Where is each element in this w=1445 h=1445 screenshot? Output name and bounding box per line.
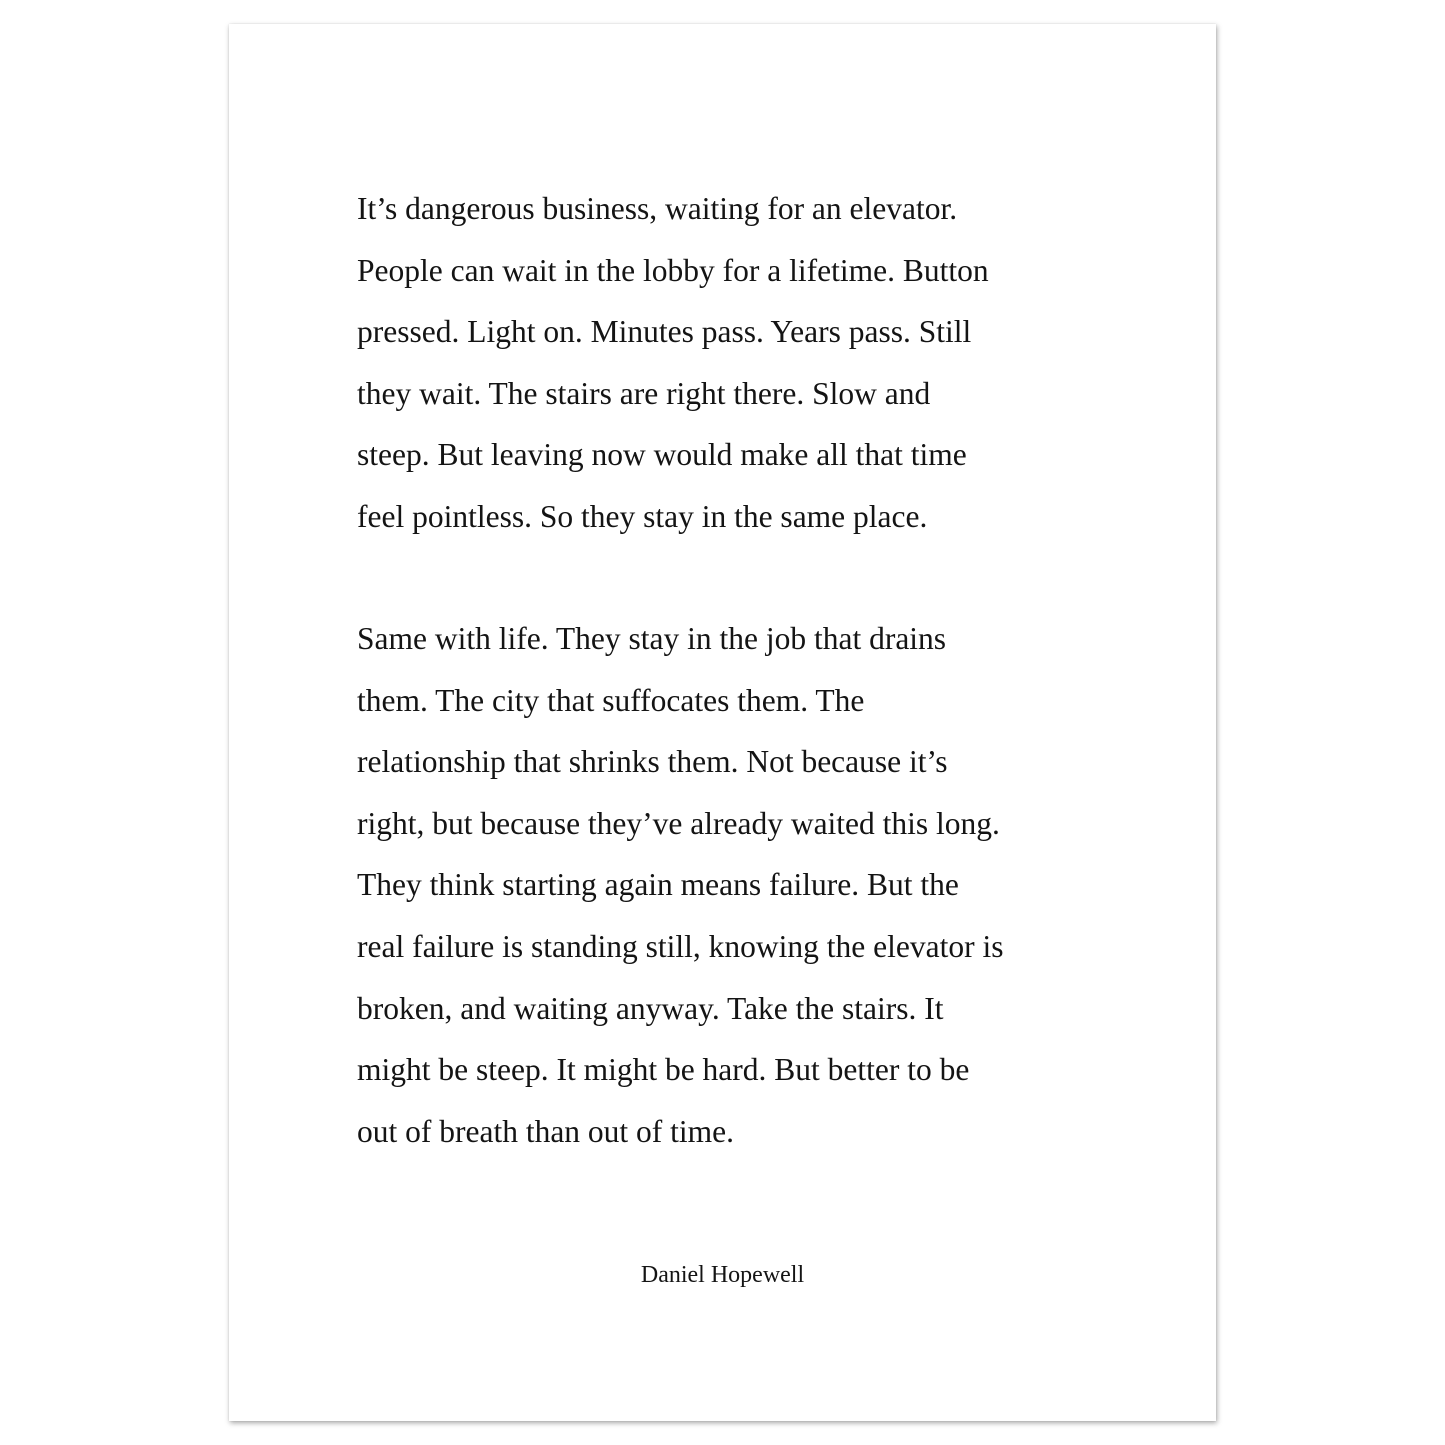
quote-paragraph-2 <box>357 608 1003 1162</box>
text-line: feel pointless. So they stay in the same place. <box>357 498 928 534</box>
author-name: Daniel Hopewell <box>640 1262 805 1288</box>
text-line: It’s dangerous business, waiting for an elevator. <box>357 191 958 226</box>
text-line: right, but because they’ve already waited this long. <box>357 805 1000 841</box>
text-line: relationship that shrinks them. Not because it’s <box>357 744 948 780</box>
quote-poster <box>229 24 1216 1421</box>
text-line: pressed. Light on. Minutes pass. Years pass. Still <box>357 314 972 350</box>
text-line: They think starting again means failure. But the <box>357 867 959 903</box>
quote-paragraph-1 <box>357 178 989 548</box>
text-line: them. The city that suffocates them. The <box>357 682 865 718</box>
text-line: broken, and waiting anyway. Take the stairs. It <box>357 990 944 1026</box>
text-line: out of breath than out of time. <box>357 1113 735 1149</box>
text-line: real failure is standing still, knowing the elevator is <box>357 928 1004 964</box>
text-line: Same with life. They stay in the job that drains <box>357 621 947 656</box>
text-line: People can wait in the lobby for a lifetime. Button <box>357 252 989 288</box>
text-line: they wait. The stairs are right there. Slow and <box>357 375 931 411</box>
text-line: steep. But leaving now would make all that time <box>357 437 967 473</box>
text-line: might be steep. It might be hard. But better to be <box>357 1052 970 1088</box>
